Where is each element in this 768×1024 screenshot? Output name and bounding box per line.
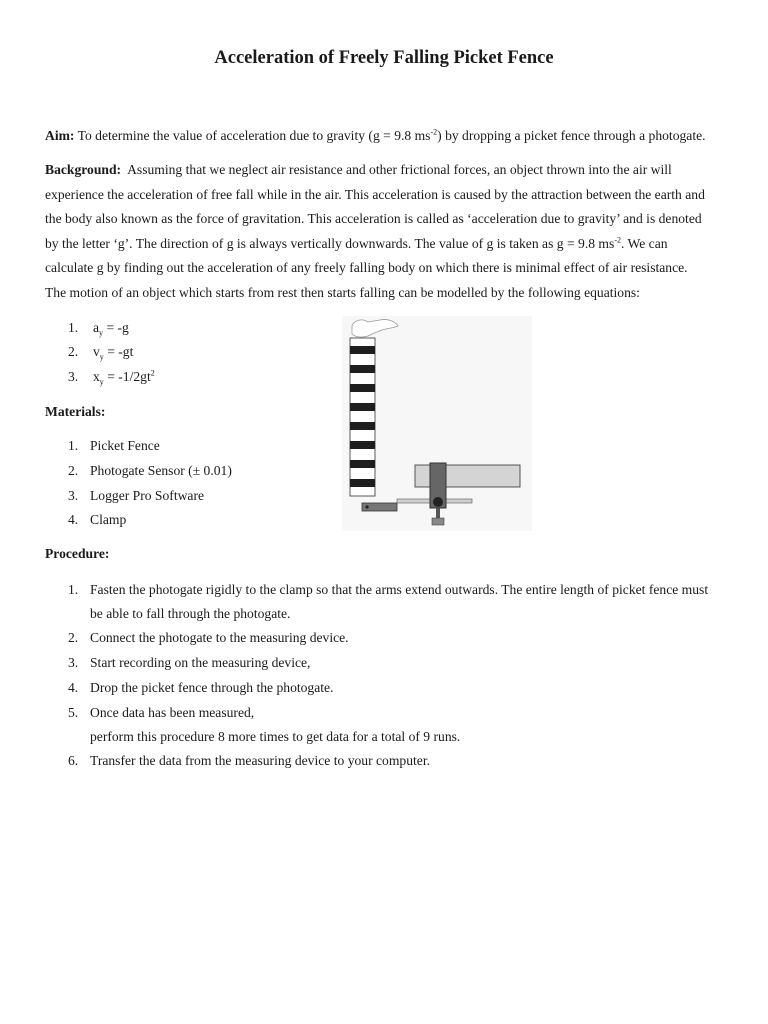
background-line-1 [45, 162, 672, 178]
equation-1 [93, 320, 129, 336]
clamp-knob [432, 518, 444, 525]
materials-heading: Materials: [45, 404, 106, 419]
background-line-4-text: by the letter ‘g’. The direction of g is always vertically downwards. The value of g is taken as g = 9.8 ms [45, 236, 615, 251]
eq-sub: y [99, 328, 104, 338]
eq-var: v [93, 344, 100, 359]
list-number: 4. [68, 512, 79, 527]
eq-sup: 2 [150, 368, 155, 378]
equation-number: 2. [68, 344, 79, 359]
list-number: 1. [68, 438, 79, 453]
list-number: 3. [68, 655, 79, 670]
background-line-5: calculate g by finding out the acceleration of any freely falling body on which there is minimal effect of air resistance. [45, 260, 688, 275]
material-item: Picket Fence [90, 438, 160, 453]
equation-number: 3. [68, 369, 79, 384]
picket-fence-figure [342, 316, 532, 531]
aim-sup: -2 [430, 127, 438, 137]
background-line-3: the body also known as the force of gravitation. This acceleration is called as ‘acceleration due to gravity’ and is denoted [45, 211, 702, 226]
procedure-step-6: Transfer the data from the measuring device to your computer. [90, 753, 430, 768]
picket-fence [350, 338, 375, 496]
list-number: 3. [68, 488, 79, 503]
eq-rhs: = -gt [103, 344, 134, 359]
clamp-screw [436, 508, 440, 518]
eq-sub: y [99, 352, 104, 362]
eq-var: a [93, 320, 100, 335]
aim-paragraph [45, 128, 706, 144]
equation-2 [93, 344, 133, 360]
list-number: 2. [68, 463, 79, 478]
photogate-sensor [433, 497, 443, 507]
procedure-step-3: Start recording on the measuring device, [90, 655, 311, 670]
picket-fence-illustration [342, 316, 532, 531]
material-item: Clamp [90, 512, 127, 527]
eq-var: x [93, 369, 100, 384]
procedure-step-2: Connect the photogate to the measuring device. [90, 630, 349, 645]
procedure-step-1-line-1: Fasten the photogate rigidly to the clamp so that the arms extend outwards. The entire length of picket fence must [90, 582, 709, 597]
background-text: Assuming that we neglect air resistance and other frictional forces, an object thrown into the air will [121, 162, 672, 177]
document-title: Acceleration of Freely Falling Picket Fence [214, 48, 554, 68]
procedure-step-1-line-2: be able to fall through the photogate. [90, 606, 291, 621]
procedure-heading: Procedure: [45, 546, 110, 561]
background-line-2: experience the acceleration of free fall while in the air. This acceleration is caused by the attraction between the earth and [45, 187, 705, 202]
list-number: 6. [68, 753, 79, 768]
list-number: 2. [68, 630, 79, 645]
material-item: Logger Pro Software [90, 488, 205, 503]
list-number: 1. [68, 582, 79, 597]
eq-rhs: = -g [103, 320, 129, 335]
background-line-4-tail: . We can [620, 236, 668, 251]
list-number: 5. [68, 705, 79, 720]
background-label: Background: [45, 162, 122, 177]
background-line-6: The motion of an object which starts from rest then starts falling can be modelled by the following equations: [45, 285, 640, 300]
list-number: 4. [68, 680, 79, 695]
background-line-4 [45, 236, 668, 252]
aim-label: Aim: [45, 128, 75, 143]
procedure-step-5-line-2: perform this procedure 8 more times to get data for a total of 9 runs. [90, 729, 461, 744]
background-line-4-sup: -2 [614, 235, 621, 245]
procedure-step-5-line-1: Once data has been measured, [90, 705, 255, 720]
eq-sub: y [99, 377, 104, 387]
aim-text-before: To determine the value of acceleration due to gravity (g = 9.8 ms [74, 128, 431, 143]
eq-rhs: = -1/2gt [103, 369, 151, 384]
material-item: Photogate Sensor (± 0.01) [90, 463, 232, 478]
equation-3 [93, 369, 155, 385]
aim-text-after: ) by dropping a picket fence through a photogate. [437, 128, 706, 143]
procedure-step-4: Drop the picket fence through the photogate. [90, 680, 334, 695]
equation-number: 1. [68, 320, 79, 335]
